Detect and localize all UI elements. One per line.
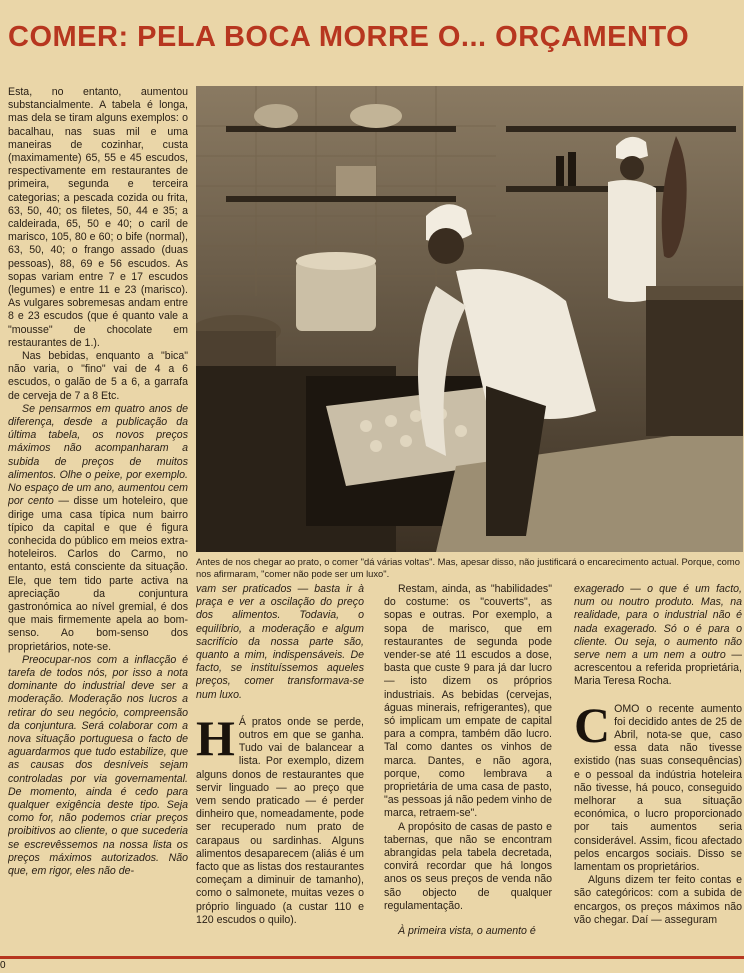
left-quote-1: Se pensarmos em quatro anos de diferença, desde a publicação da última tabela, os novos preços máximos não acompanharam a subida de preços de muitos alimentos. Olhe o peixe, por exemplo. No espaço de um ano, aumentou cem por cento xyxy=(8,402,188,508)
left-paragraph-4: Preocupar-nos com a inflacção é tarefa de todos nós, por isso a nota dominante do industrial deve ser a moderação. Moderação nos lucros a retirar do seu negócio, compreensão da conjuntura. Será colaborar com a nova situação portuguesa o facto de aguardarmos que tudo estabilize, que as causas dos desníveis sejam controladas por via governamental. De momento, ainda é cedo para qualquer exigência deste tipo. Seja como for, não podemos criar preços proibitivos ao cliente, o que sucederia se escrevêssemos na nossa lista os preços máximos autorizados. Não que, em rigor, eles não de- xyxy=(8,653,188,877)
col2-dropcap: H xyxy=(196,709,235,766)
column-4 xyxy=(574,583,742,953)
col2-body: Á pratos onde se perde, outros em que se ganha. Tudo vai de balancear a lista. Por exemplo, dizem alguns donos de restaurantes que servir linguado — ao preço que vem sendo praticado — é perder dinheiro que, nomeadamente, pode ser recuperado num prato de carapaus ou sardinhas. Alguns alimentos desaparecem (aliás é um facto que as listas dos restaurantes começam a diminuir de tamanho), como o salmonete, muitas vezes o próprio linguado (a custar 110 e 120 escudos o quilo). xyxy=(196,715,364,926)
col4-body: OMO o recente aumento foi decidido antes de 25 de Abril, nota-se que, caso essa data não tivesse existido (nas suas consequências) e o pessoal da indústria hoteleira não tivesse, há pouco, conseguido melhorar a sua situação económica, o lucro proporcionado por tais aumentos seria considerável. Assim, ficou afectado pelos encargos sociais. Disso se lamentam os proprietários. xyxy=(574,702,742,874)
col4-paragraph-1 xyxy=(574,583,742,689)
left-column xyxy=(8,86,188,954)
col4-italic: exagerado — o que é um facto, num ou noutro produto. Mas, na realidade, para o industrial não é nada exagerado. Só o é para o cliente. Ou seja, o aumento não serve nem a um nem a outro xyxy=(574,583,742,662)
col2-paragraph xyxy=(196,709,364,927)
page-number: 0 xyxy=(0,960,6,971)
left-paragraph-3 xyxy=(8,403,188,654)
kitchen-photo-illustration xyxy=(196,86,743,552)
photo-caption: Antes de nos chegar ao prato, o comer "dá várias voltas". Mas, apesar disso, não justificará o encarecimento actual. Porque, como nos afirmaram, "comer não pode ser um luxo". xyxy=(196,556,740,579)
bottom-rule xyxy=(0,956,744,959)
kitchen-photo xyxy=(196,86,743,552)
left-paragraph-2: Nas bebidas, enquanto a "bica" não varia, o "fino" vai de 4 a 6 escudos, o galão de 5 a 6, a garrafa de cerveja de 7 a 8 Etc. xyxy=(8,350,188,402)
col4-paragraph-2 xyxy=(574,696,742,875)
col2-italic-paragraph: vam ser praticados — basta ir à praça e ver a oscilação do preço dos alimentos. Todavia, o equilíbrio, a moderação e algum sacrifício da nossa parte são, quanto a mim, indispensáveis. De facto, se instituíssemos aqueles preços, comer transformava-se num luxo. xyxy=(196,583,364,701)
article-headline: COMER: PELA BOCA MORRE O... ORÇAMENTO xyxy=(8,21,690,53)
left-attribution: — disse um hoteleiro, que dirige uma casa típica num bairro típico da capital e que é figura conhecida do público em meios extra-hoteleiros. Carlos do Carmo, no entanto, está consciente da situação. Ele, que tem tido parte activa na apreciação da conjuntura gastronómica ao nível gremial, é dos que mais firmemente apela ao bom-senso. Ao bom-senso dos proprietários, note-se. xyxy=(8,495,188,653)
col3-paragraph-2: A propósito de casas de pasto e tabernas, que não se encontram abrangidas pela tabela decretada, convirá recordar que há longos anos os seus preços de venda não são objecto de qualquer regulamentação. xyxy=(384,820,552,912)
col3-italic: À primeira vista, o aumento é xyxy=(398,925,536,938)
col4-paragraph-3: Alguns dizem ter feito contas e são categóricos: com a subida de encargos, os preços máximos não vão chegar. Daí — asseguram xyxy=(574,874,742,926)
col3-paragraph-1: Restam, ainda, as "habilidades" do costume: os "couverts", as sopas e outras. Por exemplo, a sopa de marisco, que em restaurantes de segunda pode vender-se até 11 escudos a dose, basta que custe 9 para já dar lucro — isto dizem os próprios industriais. As bebidas (cervejas, águas minerais, refrigerantes), que só implicam um empate de capital para a compra, também dão lucro. Tal como dantes os vinhos de marca. Dantes, e não agora, porque, como lembrava a proprietária de uma casa de pasto, "as pessoas já não pedem vinho de marca, retraem-se". xyxy=(384,583,552,820)
col4-dropcap: C xyxy=(574,696,611,753)
left-paragraph-1: Esta, no entanto, aumentou substancialmente. A tabela é longa, mas dela se tiram alguns exemplos: o bacalhau, nas suas mil e uma maneiras de cozinhar, custa (maximamente) 65, 55 e 45 escudos, respectivamente em restaurantes de primeira, segunda e terceira categorias; a pescada cozida ou frita, 63, 50, 40; os filetes, 50, 44 e 35; a caldeirada, 65, 50 e 40; o caril de marisco, 105, 80 e 60; o bife (normal), 63, 50, 40; o frango assado (duas pessoas), 88, 69 e 56 escudos. As sopas variam entre 7 e 17 escudos (legumes) e entre 11 e 23 (marisco). As vulgares sobremesas andam entre 8 e 23 escudos (que é quanto vale a "mousse" de chocolate em restaurantes de 1.). xyxy=(8,86,188,349)
column-3 xyxy=(384,583,552,953)
column-2 xyxy=(196,583,364,953)
col4-rest: — acrescentou a referida proprietária, Maria Teresa Rocha. xyxy=(574,649,742,688)
